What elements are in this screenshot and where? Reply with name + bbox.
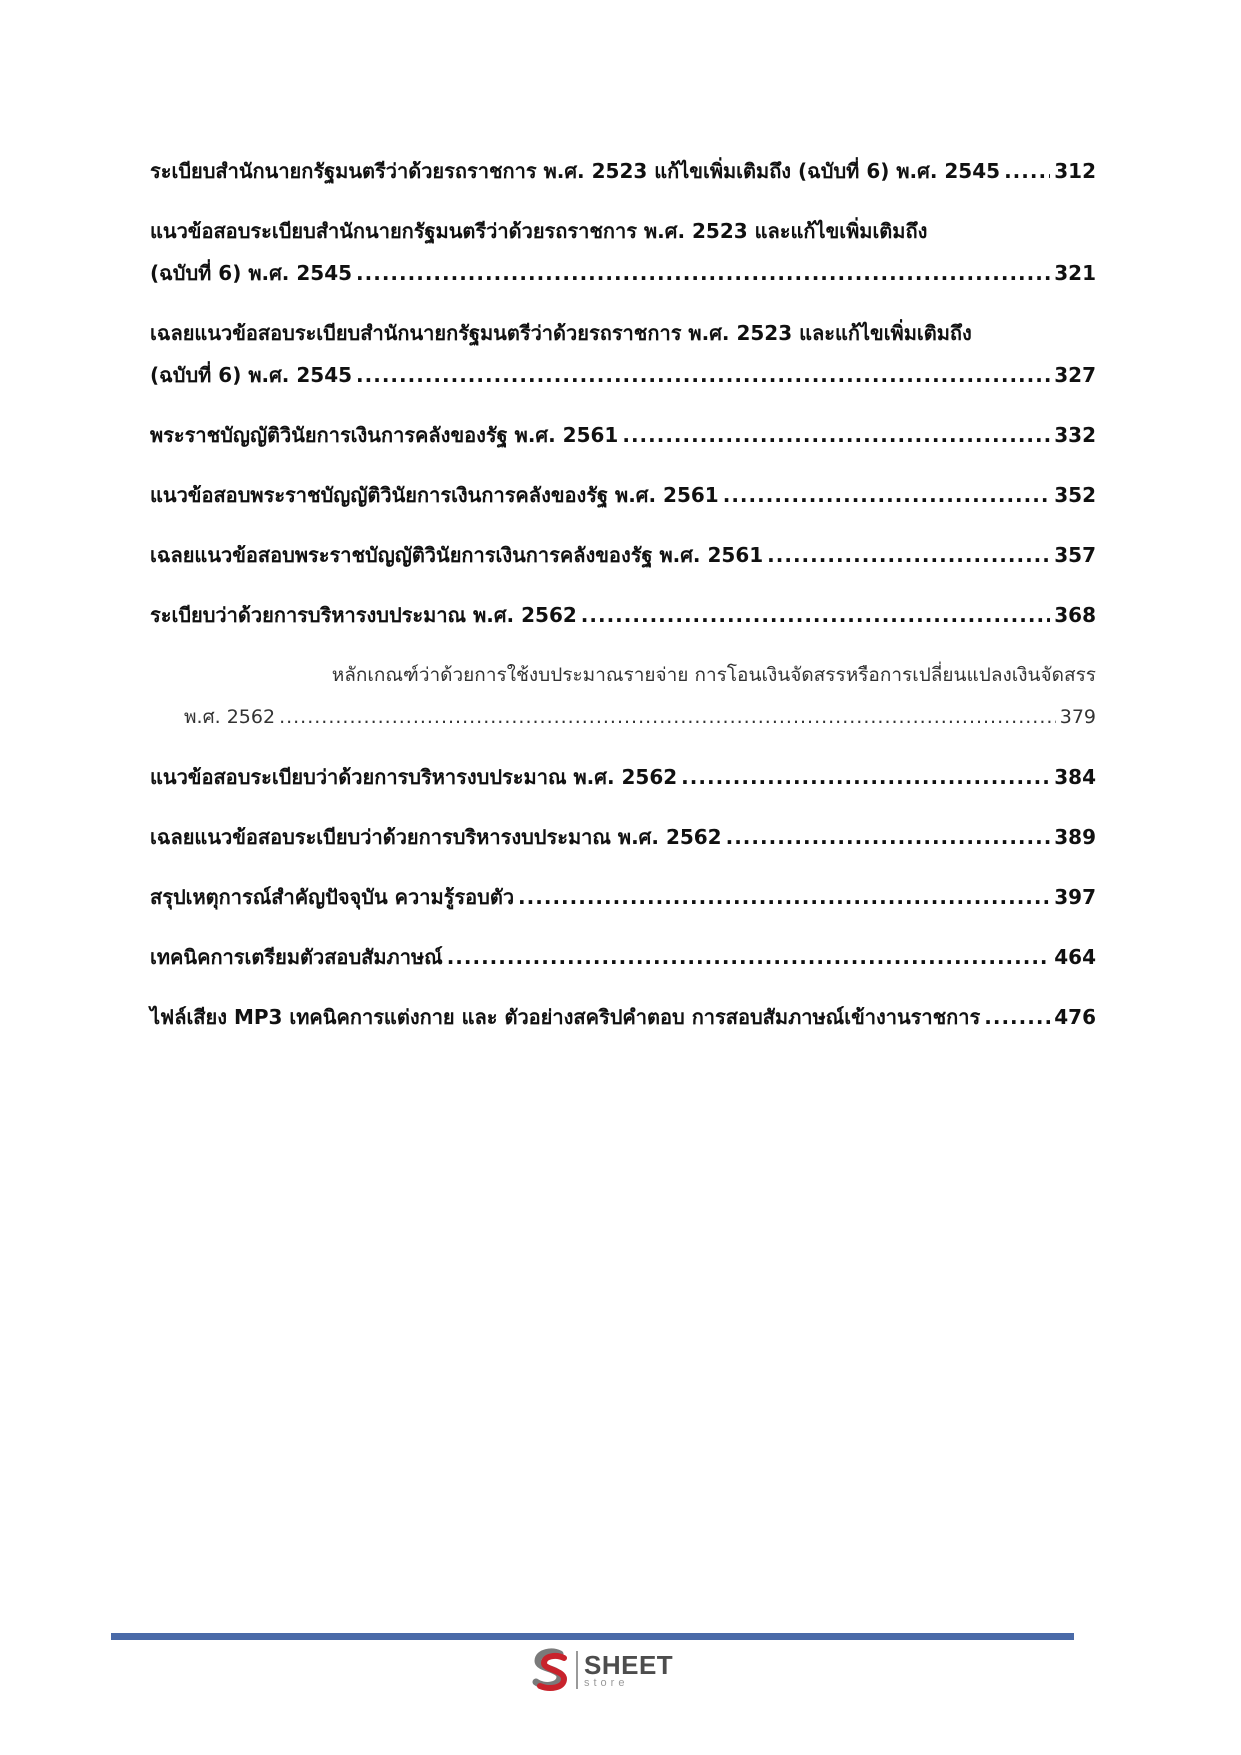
toc-entry-title: เทคนิคการเตรียมตัวสอบสัมภาษณ์	[150, 945, 443, 969]
dot-leader	[581, 594, 1050, 636]
toc-entry[interactable]	[150, 756, 1096, 798]
toc-subentry-title-cont: พ.ศ. 2562	[184, 706, 276, 728]
toc-entry[interactable]	[150, 996, 1096, 1038]
toc-subentry[interactable]	[150, 654, 1096, 738]
toc-page-number: 379	[1059, 706, 1096, 728]
toc-subentry-title: หลักเกณฑ์ว่าด้วยการใช้งบประมาณรายจ่าย การโอนเงินจัดสรรหรือการเปลี่ยนแปลงเงินจัดสรร	[331, 664, 1096, 686]
dot-leader	[984, 996, 1050, 1038]
logo-separator	[576, 1651, 578, 1689]
toc-entry-title-cont: (ฉบับที่ 6) พ.ศ. 2545	[150, 363, 353, 387]
toc-page-number: 476	[1054, 1005, 1096, 1029]
toc-entry-title: พระราชบัญญัติวินัยการเงินการคลังของรัฐ พ.ศ. 2561	[150, 423, 619, 447]
toc-entry-title: เฉลยแนวข้อสอบระเบียบว่าด้วยการบริหารงบประมาณ พ.ศ. 2562	[150, 825, 722, 849]
toc-entry-title: แนวข้อสอบระเบียบว่าด้วยการบริหารงบประมาณ พ.ศ. 2562	[150, 765, 678, 789]
toc-page-number: 352	[1054, 483, 1096, 507]
toc-entry[interactable]	[150, 534, 1096, 576]
dot-leader	[518, 876, 1050, 918]
dot-leader	[447, 936, 1051, 978]
toc-entry-title: เฉลยแนวข้อสอบพระราชบัญญัติวินัยการเงินการคลังของรัฐ พ.ศ. 2561	[150, 543, 764, 567]
toc-entry-title-cont: (ฉบับที่ 6) พ.ศ. 2545	[150, 261, 353, 285]
logo-word: SHEET	[584, 1649, 674, 1680]
toc-entry[interactable]	[150, 936, 1096, 978]
toc-entry[interactable]	[150, 816, 1096, 858]
logo-s-icon	[530, 1648, 570, 1692]
toc-entry[interactable]	[150, 150, 1096, 192]
table-of-contents	[150, 150, 1096, 1056]
toc-entry[interactable]	[150, 414, 1096, 456]
toc-entry-title: ระเบียบว่าด้วยการบริหารงบประมาณ พ.ศ. 2562	[150, 603, 577, 627]
toc-entry-title: แนวข้อสอบพระราชบัญญัติวินัยการเงินการคลังของรัฐ พ.ศ. 2561	[150, 483, 719, 507]
sheet-store-logo	[530, 1648, 673, 1692]
dot-leader	[726, 816, 1051, 858]
toc-entry[interactable]	[150, 312, 1096, 396]
toc-page-number: 384	[1054, 765, 1096, 789]
toc-entry[interactable]	[150, 210, 1096, 294]
toc-page-number: 321	[1054, 261, 1096, 285]
toc-entry-title: ระเบียบสำนักนายกรัฐมนตรีว่าด้วยรถราชการ พ.ศ. 2523 แก้ไขเพิ่มเติมถึง (ฉบับที่ 6) พ.ศ. 2545	[150, 159, 1001, 183]
dot-leader	[1004, 150, 1050, 192]
toc-entry-title: ไฟล์เสียง MP3 เทคนิคการแต่งกาย และ ตัวอย่างสคริปคำตอบ การสอบสัมภาษณ์เข้างานราชการ	[150, 1005, 981, 1029]
logo-wordmark	[584, 1649, 674, 1689]
toc-entry-title: สรุปเหตุการณ์สำคัญปัจจุบัน ความรู้รอบตัว	[150, 885, 515, 909]
dot-leader	[723, 474, 1051, 516]
dot-leader	[622, 414, 1050, 456]
toc-entry[interactable]	[150, 474, 1096, 516]
toc-entry[interactable]	[150, 876, 1096, 918]
toc-entry-title: แนวข้อสอบระเบียบสำนักนายกรัฐมนตรีว่าด้วยรถราชการ พ.ศ. 2523 และแก้ไขเพิ่มเติมถึง	[150, 219, 928, 243]
toc-page-number: 389	[1054, 825, 1096, 849]
toc-entry[interactable]	[150, 594, 1096, 636]
dot-leader	[356, 252, 1050, 294]
dot-leader	[356, 354, 1050, 396]
toc-page-number: 464	[1054, 945, 1096, 969]
toc-page-number: 327	[1054, 363, 1096, 387]
dot-leader	[767, 534, 1050, 576]
dot-leader	[279, 696, 1056, 738]
toc-page-number: 312	[1054, 159, 1096, 183]
logo-subword: store	[584, 1676, 629, 1689]
toc-page-number: 397	[1054, 885, 1096, 909]
toc-page-number: 332	[1054, 423, 1096, 447]
toc-page-number: 357	[1054, 543, 1096, 567]
toc-entry-title: เฉลยแนวข้อสอบระเบียบสำนักนายกรัฐมนตรีว่าด้วยรถราชการ พ.ศ. 2523 และแก้ไขเพิ่มเติมถึง	[150, 321, 972, 345]
toc-page-number: 368	[1054, 603, 1096, 627]
footer-rule	[111, 1633, 1074, 1640]
dot-leader	[681, 756, 1050, 798]
